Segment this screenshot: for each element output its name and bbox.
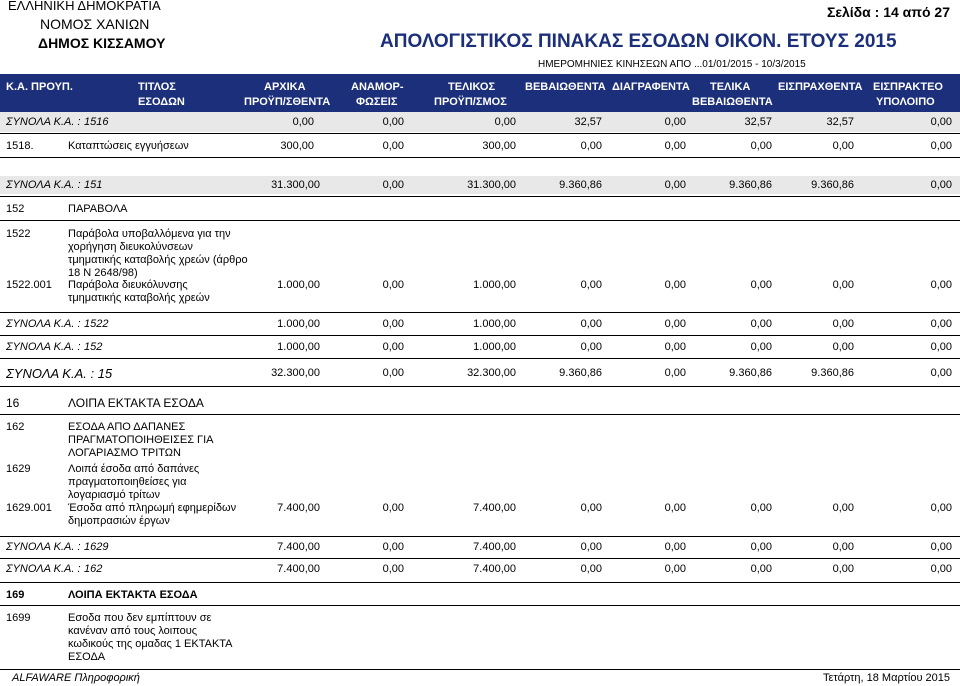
total-label: ΣΥΝΟΛΑ Κ.Α. :: [6, 179, 81, 191]
cell-revisions: 0,00: [382, 502, 404, 514]
cell-revisions: 0,00: [382, 179, 404, 191]
group-title: ΕΣΟΔΑ ΑΠΟ ΔΑΠΑΝΕΣ ΠΡΑΓΜΑΤΟΠΟΙΗΘΕΙΣΕΣ ΓΙΑ ΛΟΓΑΡΙΑΣΜΟ ΤΡΙΤΩΝ: [68, 421, 213, 459]
cell-confirmed: 9.360,86: [559, 367, 602, 379]
col-initial-header-1: ΑΡΧΙΚΑ: [264, 81, 306, 93]
header-municipality: ΔΗΜΟΣ ΚΙΣΣΑΜΟΥ: [38, 35, 166, 51]
cell-receivable: 0,00: [930, 502, 952, 514]
cell-final: 7.400,00: [473, 541, 516, 553]
col-final-header-2: ΠΡΟΫΠ/ΣΜΟΣ: [434, 96, 507, 108]
row-code: 1629: [6, 463, 31, 475]
footer-date: Τετάρτη, 18 Μαρτίου 2015: [822, 672, 950, 684]
row-code: 1522: [6, 228, 31, 240]
total-label: ΣΥΝΟΛΑ Κ.Α. :: [6, 563, 81, 575]
cell-deleted: 0,00: [664, 116, 686, 128]
cell-deleted: 0,00: [664, 179, 686, 191]
cell-initial: 1.000,00: [277, 341, 320, 353]
cell-confirmed: 32,57: [574, 116, 602, 128]
row-divider: [0, 414, 960, 415]
page-number: Σελίδα : 14 από 27: [826, 4, 950, 20]
total-label: ΣΥΝΟΛΑ Κ.Α. : 15: [6, 366, 113, 381]
cell-final-confirmed: 0,00: [750, 318, 772, 330]
group-title: ΠΑΡΑΒΟΛΑ: [68, 203, 128, 215]
cell-revisions: 0,00: [382, 341, 404, 353]
cell-collected: 0,00: [832, 502, 854, 514]
col-title-header-2: ΕΣΟΔΩΝ: [138, 96, 185, 108]
row-divider: [0, 157, 960, 158]
row-divider: [0, 358, 960, 359]
cell-revisions: 0,00: [382, 367, 404, 379]
row-title: Εσοδα που δεν εμπίπτουν σε κανέναν από τους λοιπους κωδικούς της ομαδας 1 ΕΚΤΑΚΤΑ ΕΣΟΔΑ: [68, 612, 232, 663]
row-title: Παράβολα διευκόλυνσης τμηματικής καταβολής χρεών: [68, 279, 210, 304]
col-code-header: Κ.Α. ΠΡΟΥΠ.: [6, 81, 73, 93]
row-divider: [0, 536, 960, 537]
cell-revisions: 0,00: [382, 279, 404, 291]
cell-final-confirmed: 0,00: [750, 341, 772, 353]
report-dates: ΗΜΕΡΟΜΗΝΙΕΣ ΚΙΝΗΣΕΩΝ ΑΠΟ ...01/01/2015 - 10/3/2015: [538, 59, 806, 70]
col-receivable-header-1: ΕΙΣΠΡΑΚΤΕΟ: [873, 81, 943, 93]
cell-receivable: 0,00: [930, 179, 952, 191]
footer-vendor: ALFAWARE Πληροφορική: [12, 672, 140, 684]
col-final-confirmed-header-1: ΤΕΛΙΚΑ: [710, 81, 751, 93]
group-code: 162: [6, 421, 25, 433]
cell-deleted: 0,00: [664, 318, 686, 330]
cell-confirmed: 0,00: [580, 318, 602, 330]
cell-confirmed: 0,00: [580, 563, 602, 575]
row-code: 1522.001: [6, 279, 52, 291]
cell-confirmed: 0,00: [580, 502, 602, 514]
header-country: ΕΛΛΗΝΙΚΗ ΔΗΜΟΚΡΑΤΙΑ: [8, 0, 161, 13]
cell-final: 32.300,00: [467, 367, 516, 379]
cell-final-confirmed: 32,57: [744, 116, 772, 128]
cell-initial: 300,00: [280, 140, 314, 152]
cell-deleted: 0,00: [664, 563, 686, 575]
section-title: ΛΟΙΠΑ ΕΚΤΑΚΤΑ ΕΣΟΔΑ: [68, 396, 204, 410]
cell-confirmed: 0,00: [580, 541, 602, 553]
cell-initial: 0,00: [292, 116, 314, 128]
cell-revisions: 0,00: [382, 563, 404, 575]
cell-final: 1.000,00: [473, 279, 516, 291]
cell-revisions: 0,00: [382, 541, 404, 553]
row-divider: [0, 196, 960, 197]
total-code: 152: [84, 341, 103, 353]
total-label: ΣΥΝΟΛΑ Κ.Α. :: [6, 116, 81, 128]
row-code: 1699: [6, 612, 31, 624]
group-title: ΛΟΙΠΑ ΕΚΤΑΚΤΑ ΕΣΟΔΑ: [68, 589, 198, 601]
cell-collected: 9.360,86: [811, 179, 854, 191]
group-code: 169: [6, 589, 25, 601]
cell-initial: 31.300,00: [271, 179, 320, 191]
report-title: ΑΠΟΛΟΓΙΣΤΙΚΟΣ ΠΙΝΑΚΑΣ ΕΣΟΔΩΝ ΟΙΚΟΝ. ΕΤΟΥΣ 2015: [380, 31, 897, 52]
total-label: ΣΥΝΟΛΑ Κ.Α. :: [6, 318, 81, 330]
col-revisions-header-1: ΑΝΑΜΟΡ-: [351, 81, 404, 93]
row-divider: [0, 133, 960, 134]
row-divider: [0, 335, 960, 336]
cell-receivable: 0,00: [930, 341, 952, 353]
total-code: 162: [84, 563, 103, 575]
cell-initial: 1.000,00: [277, 279, 320, 291]
total-code: 1516: [84, 116, 109, 128]
row-divider: [0, 582, 960, 583]
cell-receivable: 0,00: [930, 318, 952, 330]
cell-final-confirmed: 0,00: [750, 563, 772, 575]
header-prefecture: ΝΟΜΟΣ ΧΑΝΙΩΝ: [40, 16, 150, 32]
row-title: Έσοδα από πληρωμή εφημερίδων δημοπρασιών έργων: [68, 502, 237, 527]
cell-final: 1.000,00: [473, 318, 516, 330]
cell-receivable: 0,00: [930, 116, 952, 128]
cell-deleted: 0,00: [664, 541, 686, 553]
row-divider: [0, 558, 960, 559]
cell-confirmed: 9.360,86: [559, 179, 602, 191]
total-code: 1522: [84, 318, 109, 330]
cell-deleted: 0,00: [664, 140, 686, 152]
cell-collected: 32,57: [826, 116, 854, 128]
row-title: Λοιπά έσοδα από δαπάνες πραγματοποιηθείσες για λογαριασμό τρίτων: [68, 463, 200, 501]
cell-deleted: 0,00: [664, 367, 686, 379]
section-code: 16: [6, 396, 20, 410]
footer-divider: [0, 669, 960, 670]
cell-initial: 7.400,00: [277, 563, 320, 575]
cell-collected: 0,00: [832, 318, 854, 330]
cell-initial: 32.300,00: [271, 367, 320, 379]
cell-revisions: 0,00: [382, 116, 404, 128]
col-title-header-1: ΤΙΤΛΟΣ: [138, 81, 176, 93]
row-title: Παράβολα υποβαλλόμενα για την χορήγηση διευκολύνσεων τμηματικής καταβολής χρεών (άρθρο 18 Ν 2648/98): [68, 228, 248, 279]
cell-initial: 7.400,00: [277, 541, 320, 553]
total-label: ΣΥΝΟΛΑ Κ.Α. :: [6, 541, 81, 553]
cell-final-confirmed: 0,00: [750, 279, 772, 291]
cell-receivable: 0,00: [930, 541, 952, 553]
cell-final: 300,00: [482, 140, 516, 152]
cell-final-confirmed: 0,00: [750, 541, 772, 553]
row-code: 1629.001: [6, 502, 52, 514]
cell-final-confirmed: 9.360,86: [729, 179, 772, 191]
cell-collected: 9.360,86: [811, 367, 854, 379]
cell-final: 0,00: [494, 116, 516, 128]
cell-final: 31.300,00: [467, 179, 516, 191]
cell-final-confirmed: 0,00: [750, 502, 772, 514]
cell-confirmed: 0,00: [580, 279, 602, 291]
cell-collected: 0,00: [832, 140, 854, 152]
cell-deleted: 0,00: [664, 502, 686, 514]
row-divider: [0, 220, 960, 221]
cell-final-confirmed: 9.360,86: [729, 367, 772, 379]
cell-deleted: 0,00: [664, 279, 686, 291]
cell-receivable: 0,00: [930, 367, 952, 379]
cell-final: 1.000,00: [473, 341, 516, 353]
col-collected-header: ΕΙΣΠΡΑΧΘΕΝΤΑ: [778, 81, 863, 93]
cell-final-confirmed: 0,00: [750, 140, 772, 152]
cell-final: 7.400,00: [473, 563, 516, 575]
row-code: 1518.: [6, 140, 34, 152]
col-confirmed-header: ΒΕΒΑΙΩΘΕΝΤΑ: [525, 81, 606, 93]
total-code: 1629: [84, 541, 109, 553]
cell-revisions: 0,00: [382, 318, 404, 330]
cell-receivable: 0,00: [930, 279, 952, 291]
cell-collected: 0,00: [832, 541, 854, 553]
cell-collected: 0,00: [832, 341, 854, 353]
col-final-confirmed-header-2: ΒΕΒΑΙΩΘΕΝΤΑ: [692, 96, 773, 108]
cell-collected: 0,00: [832, 563, 854, 575]
col-final-header-1: ΤΕΛΙΚΟΣ: [448, 81, 496, 93]
cell-receivable: 0,00: [930, 563, 952, 575]
row-divider: [0, 605, 960, 606]
total-label: ΣΥΝΟΛΑ Κ.Α. :: [6, 341, 81, 353]
cell-deleted: 0,00: [664, 341, 686, 353]
total-code: 151: [84, 179, 103, 191]
cell-revisions: 0,00: [382, 140, 404, 152]
row-divider: [0, 386, 960, 387]
row-divider: [0, 312, 960, 313]
cell-initial: 1.000,00: [277, 318, 320, 330]
col-deleted-header: ΔΙΑΓΡΑΦΕΝΤΑ: [612, 81, 690, 93]
col-initial-header-2: ΠΡΟΫΠ/ΣΘΕΝΤΑ: [244, 96, 331, 108]
cell-receivable: 0,00: [930, 140, 952, 152]
col-receivable-header-2: ΥΠΟΛΟΙΠΟ: [876, 96, 935, 108]
cell-confirmed: 0,00: [580, 341, 602, 353]
cell-initial: 7.400,00: [277, 502, 320, 514]
row-title: Καταπτώσεις εγγυήσεων: [68, 140, 189, 152]
cell-collected: 0,00: [832, 279, 854, 291]
group-code: 152: [6, 203, 25, 215]
cell-final: 7.400,00: [473, 502, 516, 514]
col-revisions-header-2: ΦΩΣΕΙΣ: [356, 96, 398, 108]
cell-confirmed: 0,00: [580, 140, 602, 152]
